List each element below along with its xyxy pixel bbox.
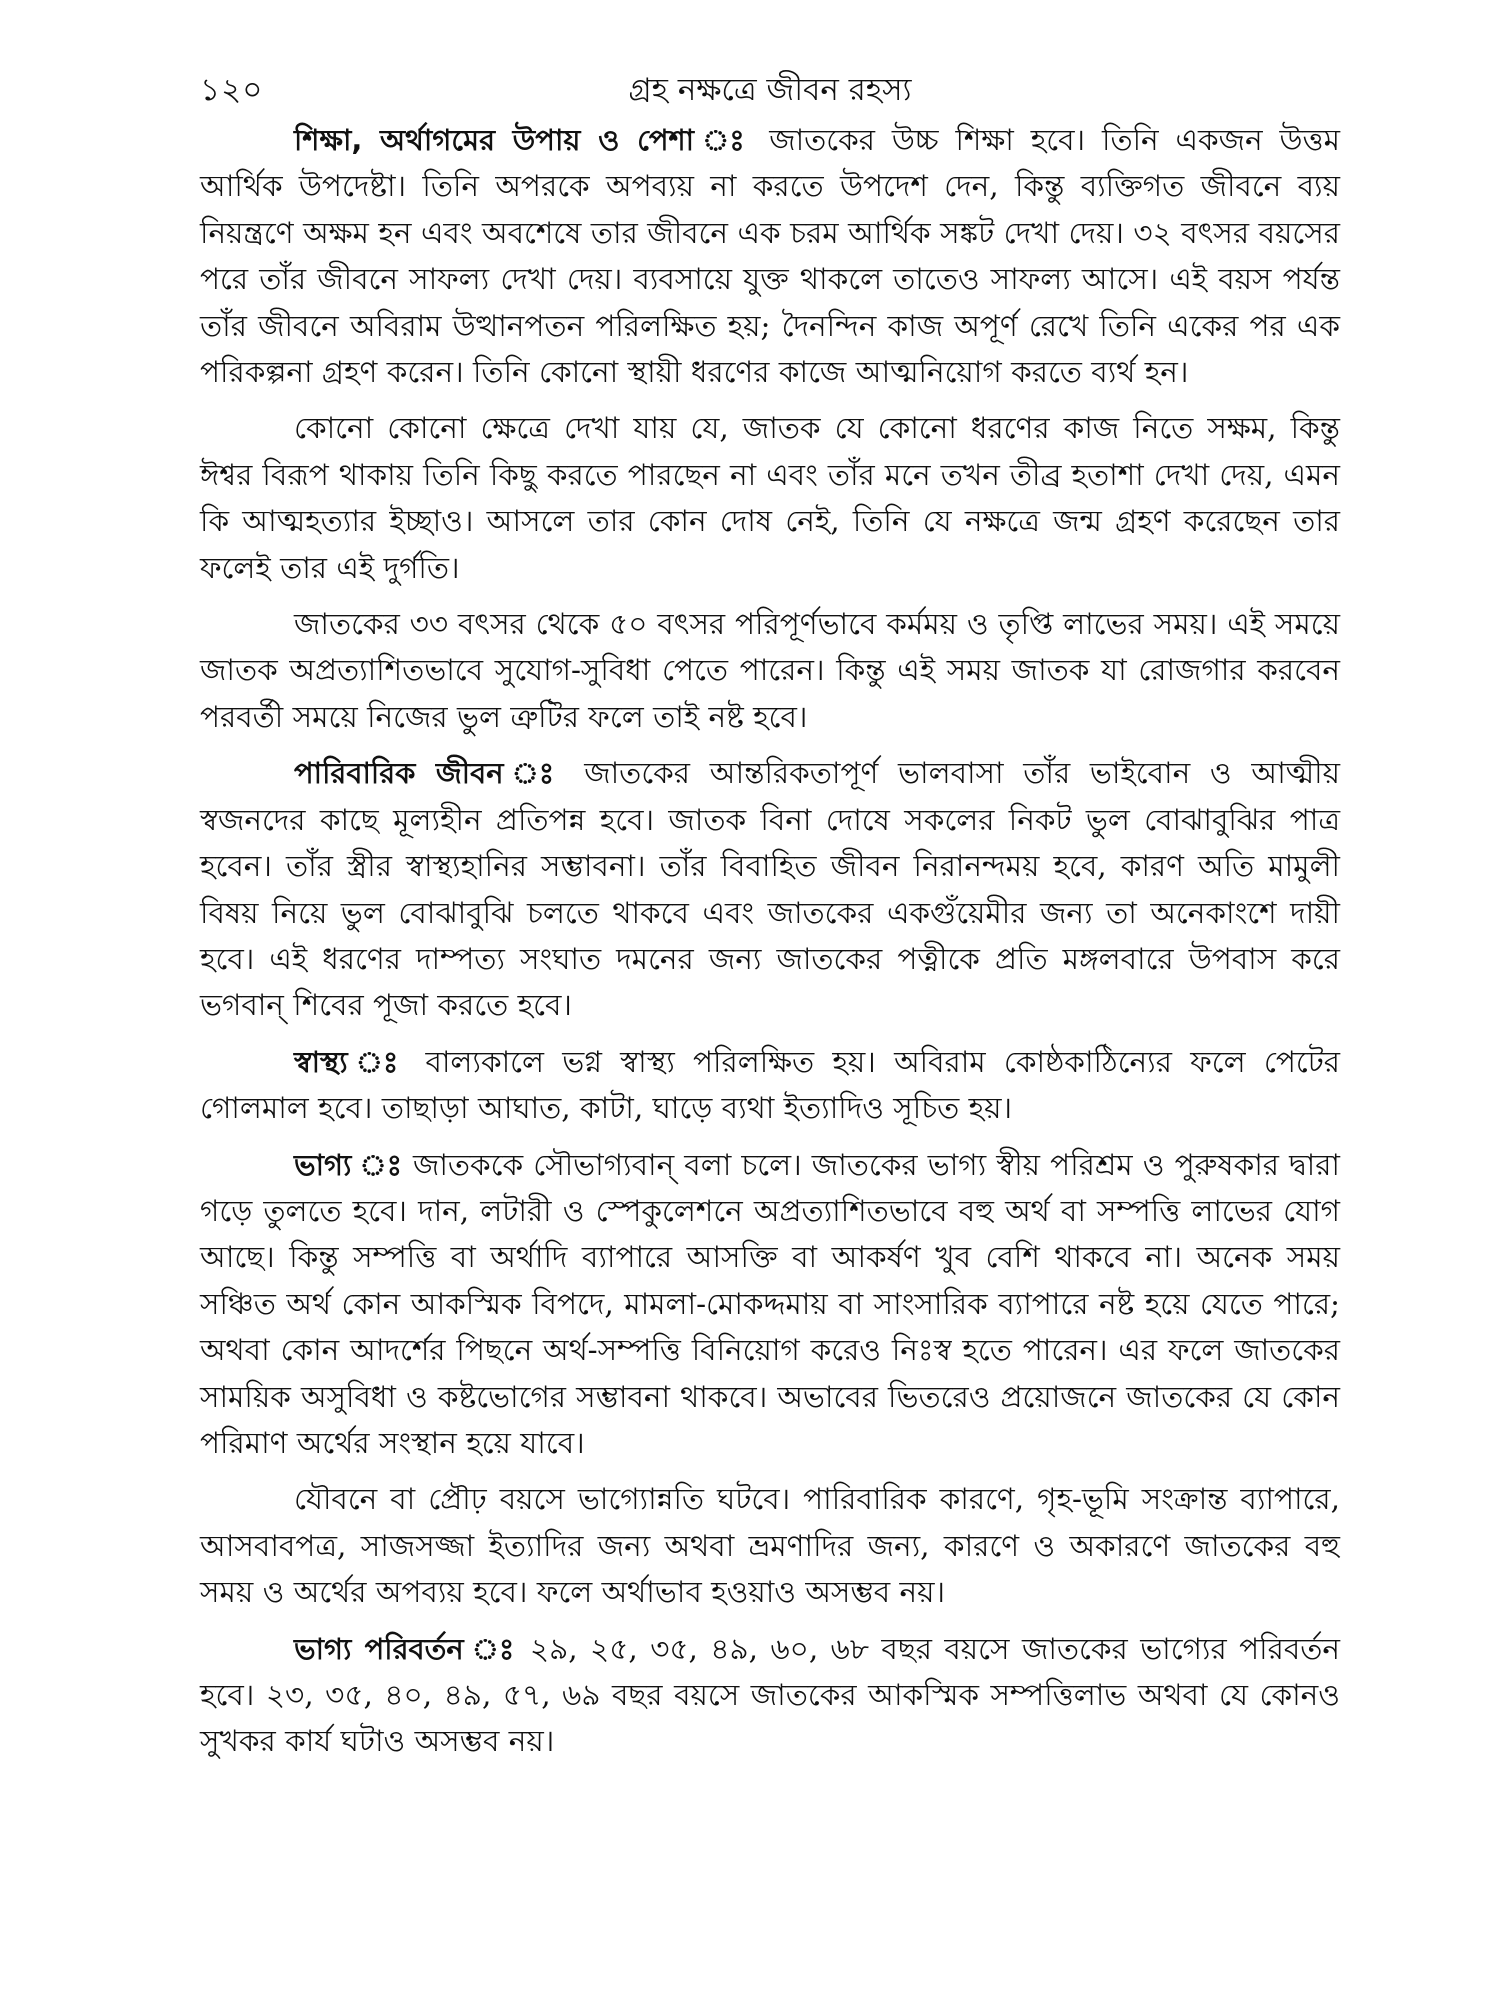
paragraph-fortune xyxy=(200,1142,1340,1467)
page-header xyxy=(200,62,1340,112)
paragraph-text: জাতকের আন্তরিকতাপূর্ণ ভালবাসা তাঁর ভাইবোন ও আত্মীয় স্বজনদের কাছে মূল্যহীন প্রতিপন্ন হবে। জাতক বিনা দোষে সকলের নিকট ভুল বোঝাবুঝির পাত্র হবেন। তাঁর স্ত্রীর স্বাস্থ্যহানির সম্ভাবনা। তাঁর বিবাহিত জীবন নিরানন্দময় হবে, কারণ অতি মামুলী বিষয় নিয়ে ভুল বোঝাবুঝি চলতে থাকবে এবং জাতকের একগুঁয়েমীর জন্য তা অনেকাংশে দায়ী হবে। এই ধরণের দাম্পত্য সংঘাত দমনের জন্য জাতকের পত্নীকে প্রতি মঙ্গলবারে উপবাস করে ভগবান্ শিবের পূজা করতে হবে। xyxy=(200,756,1340,1023)
paragraph-text: জাতকের উচ্চ শিক্ষা হবে। তিনি একজন উত্তম আর্থিক উপদেষ্টা। তিনি অপরকে অপব্যয় না করতে উপদেশ দেন, কিন্তু ব্যক্তিগত জীবনে ব্যয় নিয়ন্ত্রণে অক্ষম হন এবং অবশেষে তার জীবনে এক চরম আর্থিক সঙ্কট দেখা দেয়। ৩২ বৎসর বয়সের পরে তাঁর জীবনে সাফল্য দেখা দেয়। ব্যবসায়ে যুক্ত থাকলে তাতেও সাফল্য আসে। এই বয়স পর্যন্ত তাঁর জীবনে অবিরাম উত্থানপতন পরিলক্ষিত হয়; দৈনন্দিন কাজ অপূর্ণ রেখে তিনি একের পর এক পরিকল্পনা গ্রহণ করেন। তিনি কোনো স্থায়ী ধরণের কাজে আত্মনিয়োগ করতে ব্যর্থ হন। xyxy=(200,123,1340,390)
paragraph-text: জাতককে সৌভাগ্যবান্ বলা চলে। জাতকের ভাগ্য স্বীয় পরিশ্রম ও পুরুষকার দ্বারা গড়ে তুলতে হবে। দান, লটারী ও স্পেকুলেশনে অপ্রত্যাশিতভাবে বহু অর্থ বা সম্পত্তি লাভের যোগ আছে। কিন্তু সম্পত্তি বা অর্থাদি ব্যাপারে আসক্তি বা আকর্ষণ খুব বেশি থাকবে না। অনেক সময় সঞ্চিত অর্থ কোন আকস্মিক বিপদে, মামলা-মোকদ্দমায় বা সাংসারিক ব্যাপারে নষ্ট হয়ে যেতে পারে; অথবা কোন আদর্শের পিছনে অর্থ-সম্পত্তি বিনিয়োগ করেও নিঃস্ব হতে পারেন। এর ফলে জাতকের সাময়িক অসুবিধা ও কষ্টভোগের সম্ভাবনা থাকবে। অভাবের ভিতরেও প্রয়োজনে জাতকের যে কোন পরিমাণ অর্থের সংস্থান হয়ে যাবে। xyxy=(200,1147,1340,1460)
section-heading: স্বাস্থ্য ঃ xyxy=(294,1044,408,1079)
paragraph-misfortune xyxy=(200,405,1340,591)
page-body xyxy=(200,117,1340,1775)
section-heading: ভাগ্য পরিবর্তন ঃ xyxy=(294,1631,518,1666)
paragraph-text: কোনো কোনো ক্ষেত্রে দেখা যায় যে, জাতক যে কোনো ধরণের কাজ নিতে সক্ষম, কিন্তু ঈশ্বর বিরূপ থাকায় তিনি কিছু করতে পারছেন না এবং তাঁর মনে তখন তীব্র হতাশা দেখা দেয়, এমন কি আত্মহত্যার ইচ্ছাও। আসলে তার কোন দোষ নেই, তিনি যে নক্ষত্রে জন্ম গ্রহণ করেছেন তার ফলেই তার এই দুর্গতি। xyxy=(200,411,1340,585)
section-heading: পারিবারিক জীবন ঃ xyxy=(294,756,565,791)
paragraph-text: ২৯, ২৫, ৩৫, ৪৯, ৬০, ৬৮ বছর বয়সে জাতকের ভাগ্যের পরিবর্তন হবে। ২৩, ৩৫, ৪০, ৪৯, ৫৭, ৬৯ বছর বয়সে জাতকের আকস্মিক সম্পত্তিলাভ অথবা যে কোনও সুখকর কার্য ঘটাও অসম্ভব নয়। xyxy=(200,1631,1341,1759)
paragraph-text: বাল্যকালে ভগ্ন স্বাস্থ্য পরিলক্ষিত হয়। অবিরাম কোষ্ঠকাঠিন্যের ফলে পেটের গোলমাল হবে। তাছাড়া আঘাত, কাটা, ঘাড়ে ব্যথা ইত্যাদিও সূচিত হয়। xyxy=(200,1044,1340,1126)
paragraph-text: যৌবনে বা প্রৌঢ় বয়সে ভাগ্যোন্নতি ঘটবে। পারিবারিক কারণে, গৃহ-ভূমি সংক্রান্ত ব্যাপারে, আসবাবপত্র, সাজসজ্জা ইত্যাদির জন্য অথবা ভ্রমণাদির জন্য, কারণে ও অকারণে জাতকের বহু সময় ও অর্থের অপব্যয় হবে। ফলে অর্থাভাব হওয়াও অসম্ভব নয়। xyxy=(200,1482,1340,1610)
running-title: গ্রহ নক্ষত্রে জীবন রহস্য xyxy=(628,72,912,108)
paragraph-career-years xyxy=(200,601,1340,740)
page-number: ১২০ xyxy=(200,72,264,108)
section-heading: শিক্ষা, অর্থাগমের উপায় ও পেশা ঃ xyxy=(294,123,753,157)
paragraph-health xyxy=(200,1039,1340,1132)
paragraph-family xyxy=(200,750,1340,1028)
paragraph-text: জাতকের ৩৩ বৎসর থেকে ৫০ বৎসর পরিপূর্ণভাবে কর্মময় ও তৃপ্তি লাভের সময়। এই সময়ে জাতক অপ্রত্যাশিতভাবে সুযোগ-সুবিধা পেতে পারেন। কিন্তু এই সময় জাতক যা রোজগার করবেন পরবর্তী সময়ে নিজের ভুল ত্রুটির ফলে তাই নষ্ট হবে। xyxy=(200,607,1340,734)
paragraph-prosperity xyxy=(200,1476,1340,1615)
paragraph-fortune-change xyxy=(200,1626,1340,1765)
paragraph-education xyxy=(200,117,1340,395)
section-heading: ভাগ্য ঃ xyxy=(294,1147,403,1182)
